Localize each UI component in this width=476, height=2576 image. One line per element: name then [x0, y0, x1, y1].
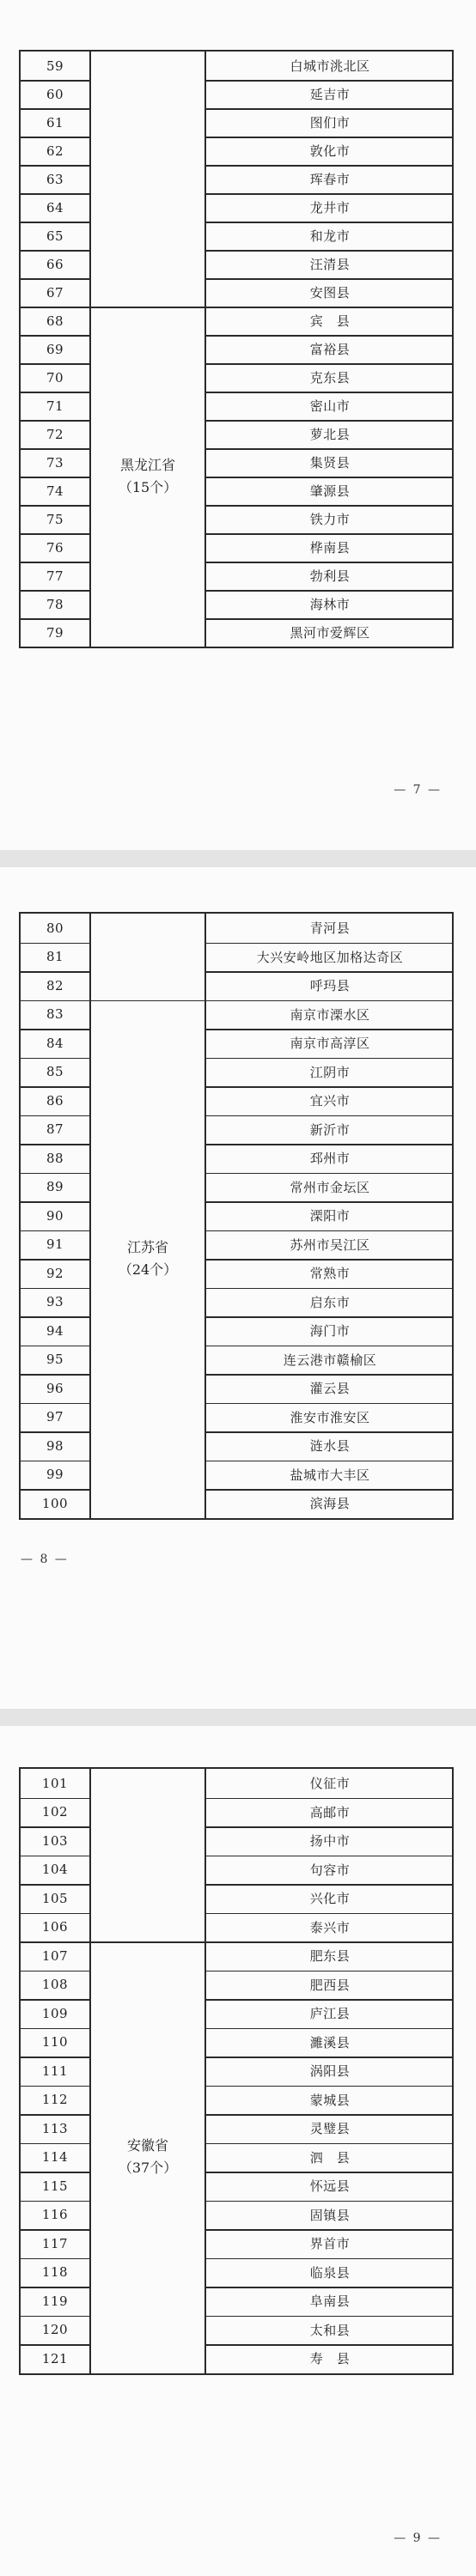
province-cell	[91, 1000, 204, 1518]
document-page-1	[0, 0, 476, 850]
city-name: 常州市金坛区	[290, 1179, 370, 1195]
row-number: 61	[46, 114, 64, 131]
city-name: 克东县	[309, 370, 351, 386]
city-name: 江阴市	[309, 1064, 351, 1080]
city-name: 界首市	[309, 2236, 351, 2252]
row-number: 88	[46, 1150, 64, 1166]
row-number: 102	[41, 1804, 69, 1820]
city-name: 图们市	[309, 115, 351, 131]
row-number: 118	[41, 2264, 69, 2281]
city-name: 濉溪县	[309, 2034, 351, 2050]
city-name: 海林市	[309, 597, 351, 612]
city-name: 临泉县	[309, 2264, 351, 2281]
row-number: 106	[41, 1919, 69, 1935]
city-name: 扬中市	[309, 1833, 351, 1850]
column-divider	[204, 914, 206, 1518]
row-number: 68	[46, 313, 64, 329]
city-name: 新沂市	[309, 1121, 351, 1138]
row-number: 93	[46, 1294, 64, 1310]
city-name: 涟水县	[309, 1438, 351, 1455]
page-number: — 8 —	[21, 1552, 69, 1566]
row-number: 119	[41, 2293, 69, 2309]
city-name: 桦南县	[309, 540, 351, 556]
city-name: 蒙城县	[309, 2092, 351, 2108]
row-number: 107	[41, 1947, 69, 1964]
number-column	[21, 52, 89, 647]
province-count: （37个）	[118, 2160, 178, 2177]
province-column	[91, 914, 204, 1518]
city-name: 白城市洮北区	[290, 58, 370, 74]
city-name: 勃利县	[309, 568, 351, 584]
city-name: 青河县	[309, 920, 351, 937]
city-name: 寿 县	[309, 2351, 351, 2367]
city-name: 淮安市淮安区	[290, 1409, 370, 1425]
page-number: — 7 —	[394, 783, 442, 797]
city-name: 灌云县	[309, 1381, 351, 1397]
row-number: 77	[46, 568, 64, 584]
province-cell	[91, 1941, 204, 2373]
row-number: 69	[46, 341, 64, 357]
province-cell	[91, 307, 204, 647]
row-number: 73	[46, 454, 64, 471]
city-name: 敦化市	[309, 143, 351, 159]
row-number: 108	[41, 1977, 69, 1993]
city-name: 盐城市大丰区	[290, 1467, 370, 1483]
city-column	[206, 1769, 454, 2373]
city-column	[206, 52, 454, 647]
city-name: 灵璧县	[309, 2121, 351, 2137]
row-number: 87	[46, 1121, 64, 1138]
city-name: 呼玛县	[309, 978, 351, 994]
province-name: 江苏省	[126, 1239, 168, 1255]
row-number: 97	[46, 1409, 64, 1425]
city-name: 连云港市赣榆区	[283, 1352, 377, 1368]
city-name: 铁力市	[309, 512, 351, 527]
row-number: 84	[46, 1035, 64, 1051]
row-number: 74	[46, 483, 64, 499]
row-number: 64	[46, 199, 64, 216]
city-name: 阜南县	[309, 2293, 351, 2310]
city-name: 汪清县	[309, 257, 351, 272]
city-name: 兴化市	[309, 1891, 351, 1907]
row-number: 67	[46, 284, 64, 301]
province-name: 黑龙江省	[119, 457, 175, 473]
city-name: 肥东县	[309, 1948, 351, 1965]
city-name: 黑河市爱辉区	[290, 625, 370, 641]
city-name: 安图县	[309, 285, 351, 301]
row-number: 66	[46, 256, 64, 272]
city-name: 南京市溧水区	[290, 1006, 370, 1023]
row-number: 63	[46, 171, 64, 187]
city-name: 集贤县	[309, 455, 351, 471]
number-column	[21, 914, 89, 1518]
row-number: 116	[41, 2207, 69, 2223]
row-number: 115	[41, 2178, 69, 2194]
province-name: 安徽省	[126, 2137, 168, 2154]
row-number: 81	[46, 949, 64, 965]
city-name: 大兴安岭地区加格达奇区	[256, 949, 404, 965]
city-name: 苏州市吴江区	[290, 1236, 370, 1253]
row-number: 91	[46, 1236, 64, 1253]
city-name: 溧阳市	[309, 1208, 351, 1224]
row-number: 109	[41, 2005, 69, 2021]
city-table	[19, 50, 454, 648]
column-divider	[89, 914, 91, 1518]
row-number: 72	[46, 426, 64, 442]
city-name: 肥西县	[309, 1977, 351, 1993]
row-number: 103	[41, 1832, 69, 1849]
city-name: 和龙市	[309, 228, 351, 244]
document-page-3	[0, 1726, 476, 2576]
city-name: 泰兴市	[309, 1919, 351, 1935]
city-table	[19, 912, 454, 1520]
city-name: 启东市	[309, 1294, 351, 1310]
province-count: （15个）	[118, 479, 178, 495]
city-name: 龙井市	[309, 200, 351, 216]
row-number: 98	[46, 1437, 64, 1454]
city-name: 宾 县	[309, 313, 351, 329]
city-name: 怀远县	[309, 2178, 351, 2195]
city-name: 富裕县	[309, 342, 351, 357]
column-divider	[89, 52, 91, 647]
city-column	[206, 914, 454, 1518]
city-name: 涡阳县	[309, 2063, 351, 2080]
city-name: 邳州市	[309, 1151, 351, 1167]
row-number: 82	[46, 977, 64, 993]
city-name: 庐江县	[309, 2006, 351, 2022]
row-number: 89	[46, 1179, 64, 1195]
row-number: 59	[46, 58, 64, 74]
city-name: 南京市高淳区	[290, 1036, 370, 1052]
row-number: 114	[41, 2149, 69, 2166]
province-column	[91, 1769, 204, 2373]
row-number: 94	[46, 1322, 64, 1339]
city-name: 仪征市	[309, 1776, 351, 1792]
row-number: 90	[46, 1207, 64, 1224]
row-number: 78	[46, 596, 64, 612]
row-number: 85	[46, 1064, 64, 1080]
row-number: 112	[41, 2092, 69, 2108]
row-number: 92	[46, 1265, 64, 1281]
row-number: 99	[46, 1467, 64, 1483]
city-name: 珲春市	[309, 172, 351, 187]
city-name: 泗 县	[309, 2149, 351, 2166]
column-divider	[89, 1769, 91, 2373]
city-name: 滨海县	[309, 1496, 351, 1512]
row-number: 113	[41, 2120, 69, 2136]
row-number: 111	[41, 2063, 69, 2079]
column-divider	[204, 1769, 206, 2373]
row-number: 121	[41, 2350, 69, 2366]
row-number: 117	[41, 2235, 69, 2251]
page-number: — 9 —	[394, 2531, 442, 2545]
row-number: 101	[41, 1775, 69, 1791]
city-name: 延吉市	[309, 87, 351, 102]
city-name: 句容市	[309, 1862, 351, 1878]
city-name: 固镇县	[309, 2207, 351, 2223]
row-number: 79	[46, 624, 64, 641]
city-name: 萝北县	[309, 427, 351, 442]
row-number: 96	[46, 1380, 64, 1396]
city-name: 宜兴市	[309, 1093, 351, 1109]
row-number: 70	[46, 369, 64, 386]
row-number: 105	[41, 1890, 69, 1906]
row-number: 86	[46, 1092, 64, 1109]
row-number: 104	[41, 1862, 69, 1878]
column-divider	[204, 52, 206, 647]
row-number: 60	[46, 86, 64, 102]
row-number: 71	[46, 398, 64, 414]
city-name: 常熟市	[309, 1266, 351, 1282]
city-table	[19, 1767, 454, 2375]
city-name: 海门市	[309, 1323, 351, 1340]
row-number: 120	[41, 2322, 69, 2338]
number-column	[21, 1769, 89, 2373]
province-column	[91, 52, 204, 647]
row-number: 95	[46, 1352, 64, 1368]
city-name: 高邮市	[309, 1804, 351, 1820]
row-number: 80	[46, 920, 64, 936]
row-number: 100	[41, 1495, 69, 1511]
row-number: 83	[46, 1006, 64, 1023]
province-count: （24个）	[118, 1261, 178, 1278]
row-number: 110	[41, 2034, 69, 2050]
city-name: 肇源县	[309, 483, 351, 499]
document-page-2	[0, 867, 476, 1709]
row-number: 65	[46, 228, 64, 244]
row-number: 76	[46, 539, 64, 556]
city-name: 太和县	[309, 2322, 351, 2338]
row-number: 62	[46, 143, 64, 159]
row-number: 75	[46, 511, 64, 527]
city-name: 密山市	[309, 398, 351, 414]
